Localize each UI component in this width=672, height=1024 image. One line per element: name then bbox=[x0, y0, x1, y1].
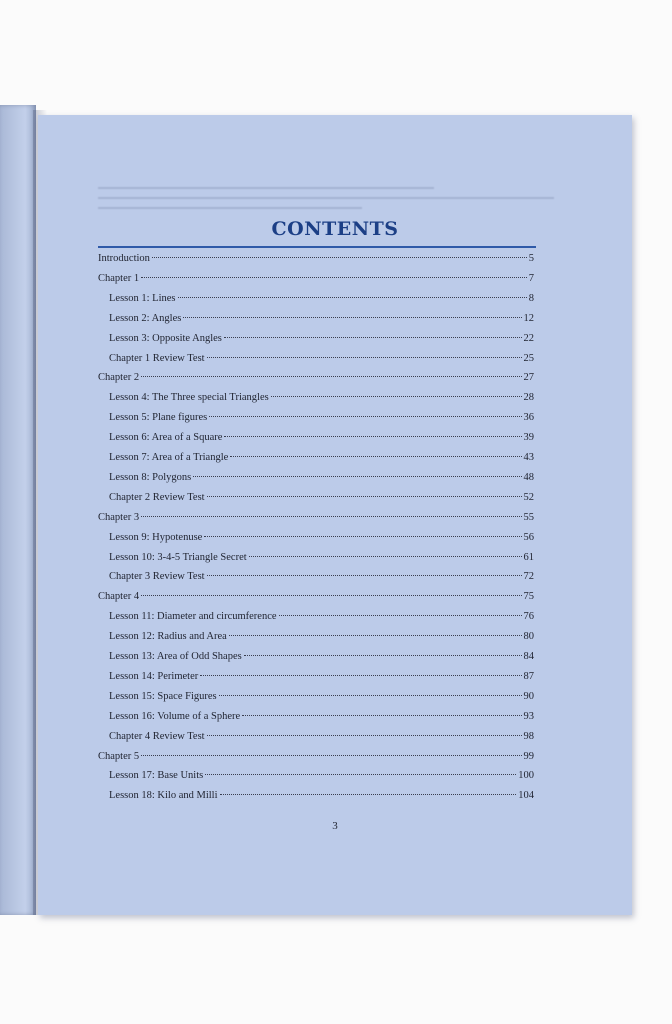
dot-leader bbox=[141, 277, 527, 278]
title-rule bbox=[98, 246, 536, 248]
toc-entry bbox=[109, 313, 534, 329]
dot-leader bbox=[178, 297, 527, 298]
toc-entry bbox=[109, 492, 534, 508]
toc-entry bbox=[109, 691, 534, 707]
toc-entry-page: 43 bbox=[523, 452, 534, 463]
dot-leader bbox=[141, 516, 521, 517]
dot-leader bbox=[271, 396, 522, 397]
toc-entry-label: Lesson 13: Area of Odd Shapes bbox=[109, 651, 242, 662]
dot-leader bbox=[224, 436, 521, 437]
toc-entry-label: Lesson 9: Hypotenuse bbox=[109, 531, 203, 543]
dot-leader bbox=[230, 456, 521, 457]
toc-entry bbox=[98, 591, 534, 607]
toc-entry-page: 5 bbox=[528, 253, 534, 264]
toc-entry-page: 80 bbox=[523, 631, 534, 643]
dot-leader bbox=[141, 755, 521, 756]
dot-leader bbox=[242, 715, 521, 716]
toc-entry-label: Lesson 7: Area of a Triangle bbox=[109, 452, 229, 463]
dot-leader bbox=[205, 774, 516, 775]
toc-entry bbox=[109, 711, 534, 727]
dot-leader bbox=[152, 257, 527, 258]
toc-entry-page: 72 bbox=[523, 571, 534, 583]
toc-entry-label: Lesson 5: Plane figures bbox=[109, 412, 208, 424]
dot-leader bbox=[219, 695, 522, 696]
toc-entry-page: 48 bbox=[523, 471, 534, 483]
dot-leader bbox=[207, 357, 522, 358]
contents-page bbox=[38, 115, 632, 915]
dot-leader bbox=[141, 376, 521, 377]
dot-leader bbox=[141, 595, 521, 596]
toc-entry bbox=[109, 472, 534, 488]
toc-entry-label: Chapter 5 bbox=[98, 750, 140, 762]
toc-entry-label: Lesson 15: Space Figures bbox=[109, 690, 217, 702]
toc-entry-page: 22 bbox=[523, 332, 534, 344]
toc-entry-page: 12 bbox=[523, 312, 534, 324]
toc-entry bbox=[109, 611, 534, 627]
toc-entry bbox=[109, 392, 534, 408]
toc-entry bbox=[109, 353, 534, 369]
toc-entry bbox=[109, 790, 534, 806]
toc-entry-page: 93 bbox=[523, 710, 534, 722]
toc-entry-page: 98 bbox=[523, 730, 534, 742]
toc-entry bbox=[109, 631, 534, 647]
dot-leader bbox=[220, 794, 517, 795]
toc-entry-label: Lesson 14: Perimeter bbox=[109, 670, 199, 682]
toc-entry-label: Chapter 3 Review Test bbox=[109, 571, 205, 583]
toc-entry bbox=[109, 333, 534, 349]
toc-entry-page: 28 bbox=[523, 392, 534, 404]
toc-entry-label: Chapter 2 Review Test bbox=[109, 491, 205, 503]
toc-entry-page: 76 bbox=[523, 611, 534, 623]
toc-entry-page: 27 bbox=[523, 372, 534, 384]
toc-entry-page: 87 bbox=[523, 670, 534, 682]
dot-leader bbox=[207, 735, 522, 736]
toc-entry-label: Lesson 10: 3-4-5 Triangle Secret bbox=[109, 551, 247, 563]
toc-entry-label: Lesson 11: Diameter and circumference bbox=[109, 611, 277, 623]
toc-entry bbox=[109, 432, 534, 448]
toc-entry-label: Chapter 2 bbox=[98, 372, 140, 384]
dot-leader bbox=[224, 337, 522, 338]
toc-entry-page: 25 bbox=[523, 352, 534, 364]
toc-entry-label: Lesson 1: Lines bbox=[109, 292, 176, 304]
toc-entry bbox=[109, 770, 534, 786]
toc-entry-page: 39 bbox=[523, 432, 534, 444]
dot-leader bbox=[279, 615, 522, 616]
toc-entry-page: 36 bbox=[523, 412, 534, 424]
toc-entry bbox=[98, 372, 534, 388]
page-title: CONTENTS bbox=[271, 218, 399, 240]
toc-entry-label: Chapter 4 Review Test bbox=[109, 730, 205, 742]
toc-entry-label: Lesson 18: Kilo and Milli bbox=[109, 790, 218, 802]
toc-entry bbox=[109, 571, 534, 587]
toc-entry-page: 90 bbox=[523, 690, 534, 702]
toc-entry bbox=[98, 273, 534, 289]
dot-leader bbox=[244, 655, 522, 656]
toc-entry-page: 56 bbox=[523, 531, 534, 543]
toc-entry-label: Lesson 3: Opposite Angles bbox=[109, 332, 222, 344]
toc-entry-label: Introduction bbox=[98, 253, 150, 264]
page-number: 3 bbox=[332, 820, 338, 832]
toc-entry-label: Lesson 17: Base Units bbox=[109, 770, 204, 782]
dot-leader bbox=[193, 476, 521, 477]
dot-leader bbox=[209, 416, 521, 417]
toc-entry bbox=[109, 452, 534, 468]
dot-leader bbox=[204, 536, 521, 537]
toc-entry-page: 75 bbox=[523, 591, 534, 603]
toc-entry-label: Lesson 2: Angles bbox=[109, 312, 182, 324]
dot-leader bbox=[229, 635, 522, 636]
left-page-edge bbox=[0, 105, 36, 915]
toc-entry bbox=[98, 751, 534, 767]
dot-leader bbox=[207, 496, 522, 497]
toc-entry-page: 84 bbox=[523, 651, 534, 662]
toc-entry bbox=[109, 671, 534, 687]
toc-entry-label: Lesson 16: Volume of a Sphere bbox=[109, 710, 241, 722]
toc-entry-page: 100 bbox=[518, 770, 534, 782]
dot-leader bbox=[183, 317, 521, 318]
toc-entry-page: 99 bbox=[523, 750, 534, 762]
toc-entry bbox=[109, 412, 534, 428]
dot-leader bbox=[249, 556, 522, 557]
toc-entry-page: 55 bbox=[523, 511, 534, 523]
toc-entry bbox=[98, 253, 534, 269]
dot-leader bbox=[200, 675, 521, 676]
toc-entry bbox=[109, 293, 534, 309]
toc-entry-label: Lesson 12: Radius and Area bbox=[109, 631, 227, 643]
toc-entry-label: Lesson 8: Polygons bbox=[109, 471, 192, 483]
toc-entry-page: 52 bbox=[523, 491, 534, 503]
toc-entry-label: Chapter 3 bbox=[98, 511, 140, 523]
toc-entry-label: Lesson 6: Area of a Square bbox=[109, 432, 223, 444]
toc-entry bbox=[109, 552, 534, 568]
toc-entry bbox=[109, 532, 534, 548]
toc-entry-page: 7 bbox=[528, 272, 534, 284]
toc-entry bbox=[109, 731, 534, 747]
toc-entry-page: 8 bbox=[528, 292, 534, 304]
dot-leader bbox=[207, 575, 522, 576]
toc-entry-label: Chapter 1 bbox=[98, 272, 140, 284]
toc-entry-label: Lesson 4: The Three special Triangles bbox=[109, 392, 269, 404]
toc-entry-page: 104 bbox=[518, 790, 534, 802]
toc-entry-page: 61 bbox=[523, 551, 534, 563]
toc-entry bbox=[109, 651, 534, 667]
toc-entry bbox=[98, 512, 534, 528]
toc-entry-label: Chapter 1 Review Test bbox=[109, 352, 205, 364]
toc-entry-label: Chapter 4 bbox=[98, 591, 140, 603]
